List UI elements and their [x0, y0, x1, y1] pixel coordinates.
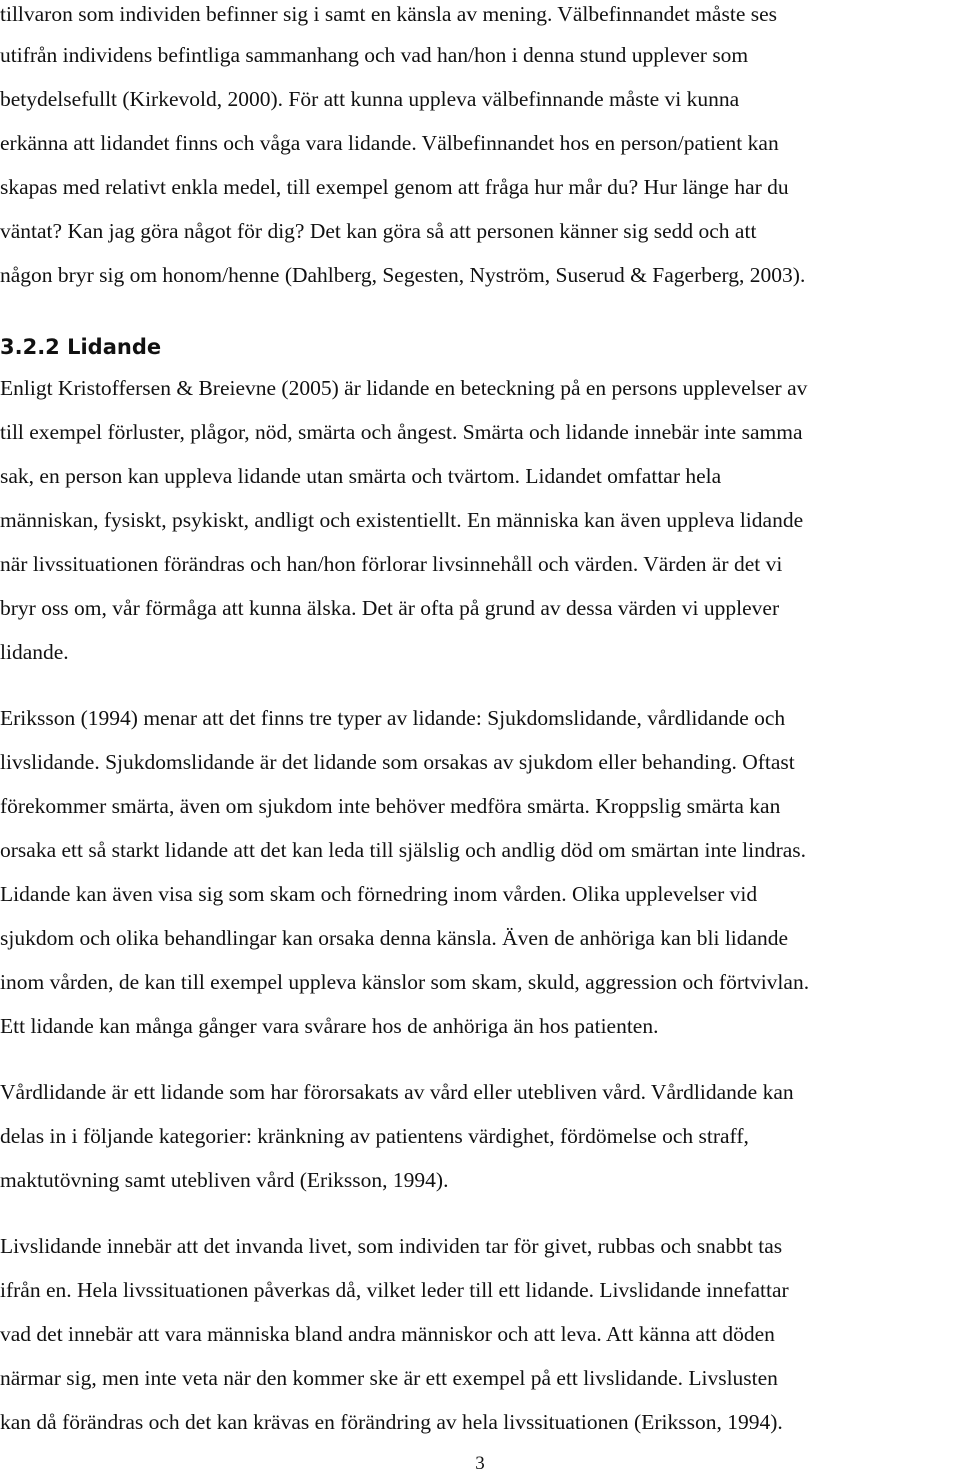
text-line: vad det innebär att vara människa bland andra människor och att leva. Att känna att döden	[0, 1322, 775, 1346]
text-line: maktutövning samt utebliven vård (Eriksson, 1994).	[0, 1168, 449, 1192]
text-line: till exempel förluster, plågor, nöd, smärta och ångest. Smärta och lidande innebär inte samma	[0, 420, 803, 444]
text-line: väntat? Kan jag göra något för dig? Det kan göra så att personen känner sig sedd och att	[0, 219, 757, 243]
text-line: bryr oss om, vår förmåga att kunna älska. Det är ofta på grund av dessa värden vi upplever	[0, 596, 780, 620]
text-line: lidande.	[0, 640, 69, 664]
text-line: sjukdom och olika behandlingar kan orsaka denna känsla. Även de anhöriga kan bli lidande	[0, 926, 789, 950]
text-line: utifrån individens befintliga sammanhang och vad han/hon i denna stund upplever som	[0, 43, 749, 67]
text-line: inom vården, de kan till exempel uppleva känslor som skam, skuld, aggression och förtvivlan.	[0, 970, 810, 994]
text-line: närmar sig, men inte veta när den kommer ske är ett exempel på ett livslidande. Livslusten	[0, 1366, 778, 1390]
text-line: människan, fysiskt, psykiskt, andligt och existentiellt. En människa kan även uppleva lidande	[0, 508, 804, 532]
text-line: skapas med relativt enkla medel, till exempel genom att fråga hur mår du? Hur länge har du	[0, 175, 789, 199]
text-line: delas in i följande kategorier: kränkning av patientens värdighet, fördömelse och straff,	[0, 1124, 749, 1148]
text-line: kan då förändras och det kan krävas en förändring av hela livssituationen (Eriksson, 1994).	[0, 1410, 783, 1434]
text-line: Livslidande innebär att det invanda livet, som individen tar för givet, rubbas och snabbt tas	[0, 1234, 783, 1258]
text-line: när livssituationen förändras och han/hon förlorar livsinnehåll och värden. Värden är det vi	[0, 552, 783, 576]
text-line: sak, en person kan uppleva lidande utan smärta och tvärtom. Lidandet omfattar hela	[0, 464, 722, 488]
text-line: någon bryr sig om honom/henne (Dahlberg, Segesten, Nyström, Suserud & Fagerberg, 2003).	[0, 263, 806, 287]
text-line: orsaka ett så starkt lidande att det kan leda till själslig och andlig död om smärtan inte lindras.	[0, 838, 807, 862]
text-line: Lidande kan även visa sig som skam och förnedring inom vården. Olika upplevelser vid	[0, 882, 758, 906]
text-line: Enligt Kristoffersen & Breievne (2005) är lidande en beteckning på en persons upplevelser av	[0, 376, 808, 400]
text-line: Ett lidande kan många gånger vara svårare hos de anhöriga än hos patienten.	[0, 1014, 659, 1038]
text-line: tillvaron som individen befinner sig i samt en känsla av mening. Välbefinnandet måste ses	[0, 2, 778, 26]
section-heading: 3.2.2 Lidande	[0, 335, 162, 359]
text-line: livslidande. Sjukdomslidande är det lidande som orsakas av sjukdom eller behanding. Oftast	[0, 750, 795, 774]
text-line: betydelsefullt (Kirkevold, 2000). För att kunna uppleva välbefinnande måste vi kunna	[0, 87, 740, 111]
text-line: Eriksson (1994) menar att det finns tre typer av lidande: Sjukdomslidande, vårdlidande och	[0, 706, 786, 730]
text-line: Vårdlidande är ett lidande som har förorsakats av vård eller utebliven vård. Vårdlidande kan	[0, 1080, 794, 1104]
page-number: 3	[475, 1453, 485, 1474]
text-line: ifrån en. Hela livssituationen påverkas då, vilket leder till ett lidande. Livslidande innefattar	[0, 1278, 789, 1302]
text-line: erkänna att lidandet finns och våga vara lidande. Välbefinnandet hos en person/patient kan	[0, 131, 779, 155]
text-line: förekommer smärta, även om sjukdom inte behöver medföra smärta. Kroppslig smärta kan	[0, 794, 781, 818]
